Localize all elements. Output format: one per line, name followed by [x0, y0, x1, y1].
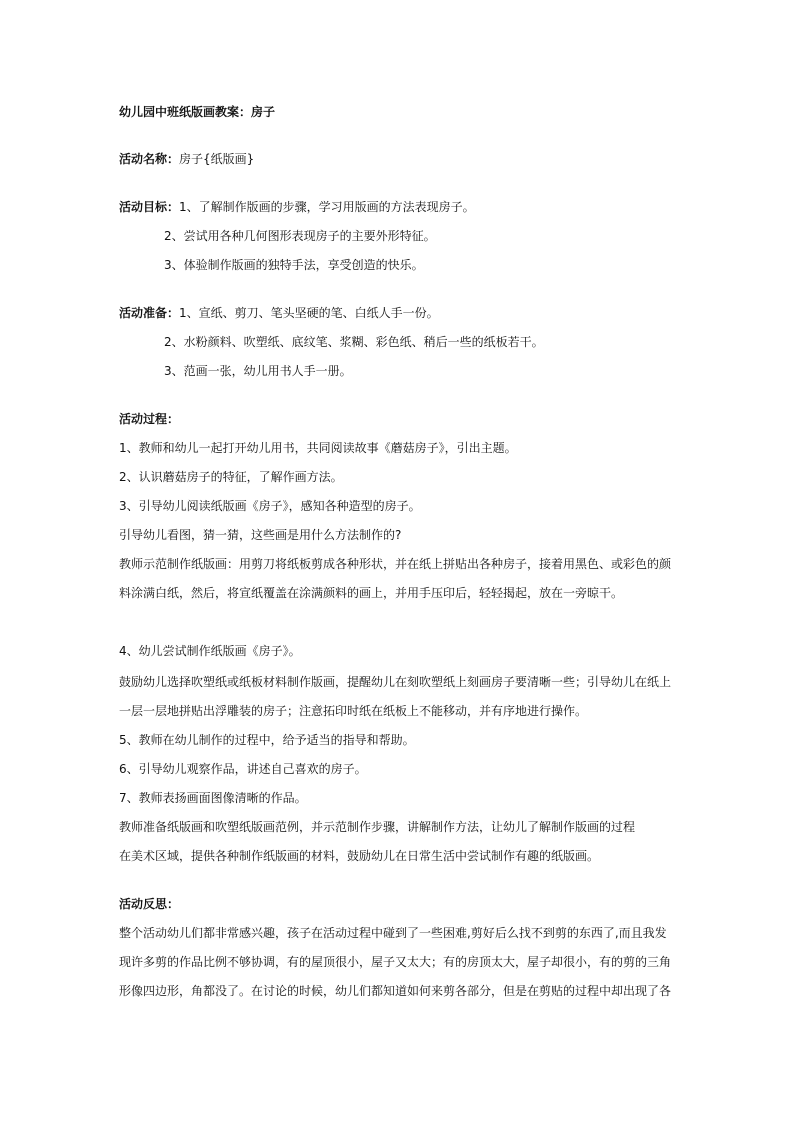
- process-line: 2、认识蘑菇房子的特征，了解作画方法。: [119, 470, 343, 484]
- process-line: 6、引导幼儿观察作品，讲述自己喜欢的房子。: [119, 762, 367, 776]
- goal-item: 2、尝试用各种几何图形表现房子的主要外形特征。: [164, 229, 436, 243]
- reflection-line: 整个活动幼儿们都非常感兴趣，孩子在活动过程中碰到了一些困难,剪好后么找不到剪的东西了,而且我发: [119, 926, 667, 940]
- document-title: 幼儿园中班纸版画教案：房子: [119, 105, 276, 119]
- goals-row: [119, 199, 475, 215]
- process-line: 教师示范制作纸版画：用剪刀将纸板剪成各种形状，并在纸上拼贴出各种房子，接着用黑色、或彩色的颜: [119, 557, 672, 571]
- process-line: 7、教师表扬画面图像清晰的作品。: [119, 791, 307, 805]
- process-line: 在美术区域，提供各种制作纸版画的材料，鼓励幼儿在日常生活中尝试制作有趣的纸版画。: [119, 849, 600, 863]
- preparation-item: 2、水粉颜料、吹塑纸、底纹笔、浆糊、彩色纸、稍后一些的纸板若干。: [164, 335, 544, 349]
- process-line: 鼓励幼儿选择吹塑纸或纸板材料制作版画，提醒幼儿在刻吹塑纸上刻画房子要清晰一些；引导幼儿在纸上: [119, 675, 672, 689]
- goals-label: 活动目标：: [119, 200, 180, 214]
- preparation-label: 活动准备：: [119, 306, 180, 320]
- process-line: 引导幼儿看图，猜一猜，这些画是用什么方法制作的?: [119, 528, 402, 542]
- activity-name-text: 房子{纸版画}: [179, 152, 255, 166]
- process-line: 3、引导幼儿阅读纸版画《房子》，感知各种造型的房子。: [119, 499, 421, 513]
- reflection-line: 现许多剪的作品比例不够协调，有的屋顶很小，屋子又太大；有的房顶太大，屋子却很小，有的剪的三角: [119, 955, 672, 969]
- process-line: 1、教师和幼儿一起打开幼儿用书，共同阅读故事《蘑菇房子》，引出主题。: [119, 441, 517, 455]
- process-line: 教师准备纸版画和吹塑纸版画范例，并示范制作步骤，讲解制作方法，让幼儿了解制作版画的过程: [119, 820, 636, 834]
- preparation-row: [119, 305, 439, 321]
- goal-item: 1、了解制作版画的步骤，学习用版画的方法表现房子。: [179, 200, 475, 214]
- process-line: 料涂满白纸，然后，将宣纸覆盖在涂满颜料的画上，并用手压印后，轻轻揭起，放在一旁晾干。: [119, 586, 624, 600]
- process-label: 活动过程：: [119, 412, 180, 426]
- preparation-item: 3、范画一张，幼儿用书人手一册。: [164, 364, 352, 378]
- process-line: 5、教师在幼儿制作的过程中，给予适当的指导和帮助。: [119, 733, 415, 747]
- activity-name-row: [119, 151, 254, 167]
- preparation-item: 1、宣纸、剪刀、笔头坚硬的笔、白纸人手一份。: [179, 306, 439, 320]
- process-line: 4、幼儿尝试制作纸版画《房子》。: [119, 644, 301, 658]
- activity-name-label: 活动名称：: [119, 152, 180, 166]
- reflection-label: 活动反思：: [119, 897, 180, 911]
- goal-item: 3、体验制作版画的独特手法，享受创造的快乐。: [164, 258, 424, 272]
- process-line: 一层一层地拼贴出浮雕装的房子；注意拓印时纸在纸板上不能移动，并有序地进行操作。: [119, 704, 588, 718]
- reflection-line: 形像四边形，角都没了。在讨论的时候，幼儿们都知道如何来剪各部分，但是在剪贴的过程中却出现了各: [119, 984, 672, 998]
